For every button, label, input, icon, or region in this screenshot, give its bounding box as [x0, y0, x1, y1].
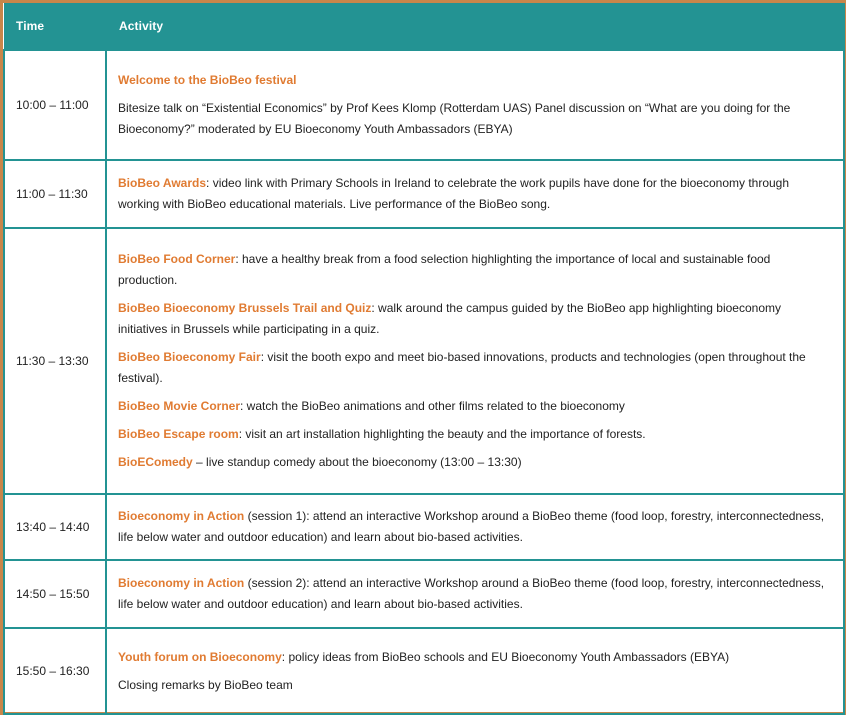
- table-row: [4, 228, 844, 494]
- time-cell: 15:50 – 16:30: [4, 628, 106, 714]
- activity-title: BioBeo Movie Corner: [118, 399, 241, 413]
- activity-cell: [106, 628, 844, 714]
- activity-description: (session 2): attend an interactive Workshop around a BioBeo theme (food loop, forestry, interconnectedness, life below water and outdoor education) and learn about bio-based activities.: [118, 576, 825, 611]
- activity-cell: [106, 160, 844, 228]
- activity-description: (session 1): attend an interactive Workshop around a BioBeo theme (food loop, forestry, interconnectedness, life below water and outdoor education) and learn about bio-based activities.: [118, 509, 825, 544]
- activity-description: – live standup comedy about the bioeconomy (13:00 – 13:30): [192, 455, 522, 469]
- activity-item: [118, 452, 833, 473]
- activity-cell: [106, 228, 844, 494]
- activity-title: Bioeconomy in Action: [118, 509, 245, 523]
- table-row: [4, 560, 844, 628]
- activity-item: [118, 424, 833, 445]
- activity-item: [118, 396, 833, 417]
- activity-item: [118, 98, 833, 140]
- activity-title: BioEComedy: [118, 455, 193, 469]
- table-row: [4, 50, 844, 160]
- time-cell: 11:00 – 11:30: [4, 160, 106, 228]
- time-cell: 13:40 – 14:40: [4, 494, 106, 560]
- activity-title: BioBeo Food Corner: [118, 252, 236, 266]
- activity-description: : visit an art installation highlighting the beauty and the importance of forests.: [238, 427, 646, 441]
- activity-title: Youth forum on Bioeconomy: [118, 649, 282, 664]
- table-row: [4, 628, 844, 714]
- activity-cell: [106, 494, 844, 560]
- activity-item: [118, 675, 833, 696]
- activity-description: : walk around the campus guided by the BioBeo app highlighting bioeconomy initiatives in Brussels while participating in a quiz.: [118, 301, 781, 336]
- activity-title: BioBeo Bioeconomy Fair: [118, 350, 261, 364]
- schedule-table: [3, 3, 845, 715]
- activity-item: [118, 506, 833, 548]
- activity-description: Bitesize talk on “Existential Economics” by Prof Kees Klomp (Rotterdam UAS) Panel discussion on “What are you doing for the Bioeconomy?” moderated by EU Bioeconomy Youth Ambassadors (EBYA): [118, 101, 791, 136]
- time-column-header: Time: [4, 3, 106, 50]
- activity-item: [118, 249, 833, 291]
- activity-title: Bioeconomy in Action: [118, 576, 245, 590]
- activity-cell: [106, 50, 844, 160]
- activity-cell: [106, 560, 844, 628]
- activity-title: Welcome to the BioBeo festival: [118, 73, 297, 87]
- activity-item: [118, 298, 833, 340]
- activity-description: Closing remarks by BioBeo team: [118, 677, 293, 692]
- activity-column-header: Activity: [106, 3, 844, 50]
- table-body: [4, 50, 844, 714]
- table-row: [4, 160, 844, 228]
- activity-title: BioBeo Awards: [118, 176, 207, 190]
- time-cell: 14:50 – 15:50: [4, 560, 106, 628]
- activity-item: [118, 573, 833, 615]
- header-row: [4, 3, 844, 50]
- activity-item: [118, 70, 833, 91]
- activity-item: [118, 173, 833, 215]
- activity-item: [118, 647, 833, 668]
- activity-description: : policy ideas from BioBeo schools and EU Bioeconomy Youth Ambassadors (EBYA): [281, 649, 730, 664]
- activity-description: : watch the BioBeo animations and other films related to the bioeconomy: [240, 399, 625, 413]
- activity-description: : visit the booth expo and meet bio-based innovations, products and technologies (open throughout the festival).: [118, 350, 806, 385]
- time-cell: 11:30 – 13:30: [4, 228, 106, 494]
- table-header: [4, 3, 844, 50]
- activity-title: BioBeo Escape room: [118, 427, 239, 441]
- time-cell: 10:00 – 11:00: [4, 50, 106, 160]
- activity-item: [118, 347, 833, 389]
- activity-description: : have a healthy break from a food selection highlighting the importance of local and sustainable food production.: [118, 252, 771, 287]
- activity-description: : video link with Primary Schools in Ireland to celebrate the work pupils have done for the bioeconomy through working with BioBeo educational materials. Live performance of the BioBeo song.: [118, 176, 790, 211]
- table-row: [4, 494, 844, 560]
- activity-title: BioBeo Bioeconomy Brussels Trail and Quiz: [118, 301, 372, 315]
